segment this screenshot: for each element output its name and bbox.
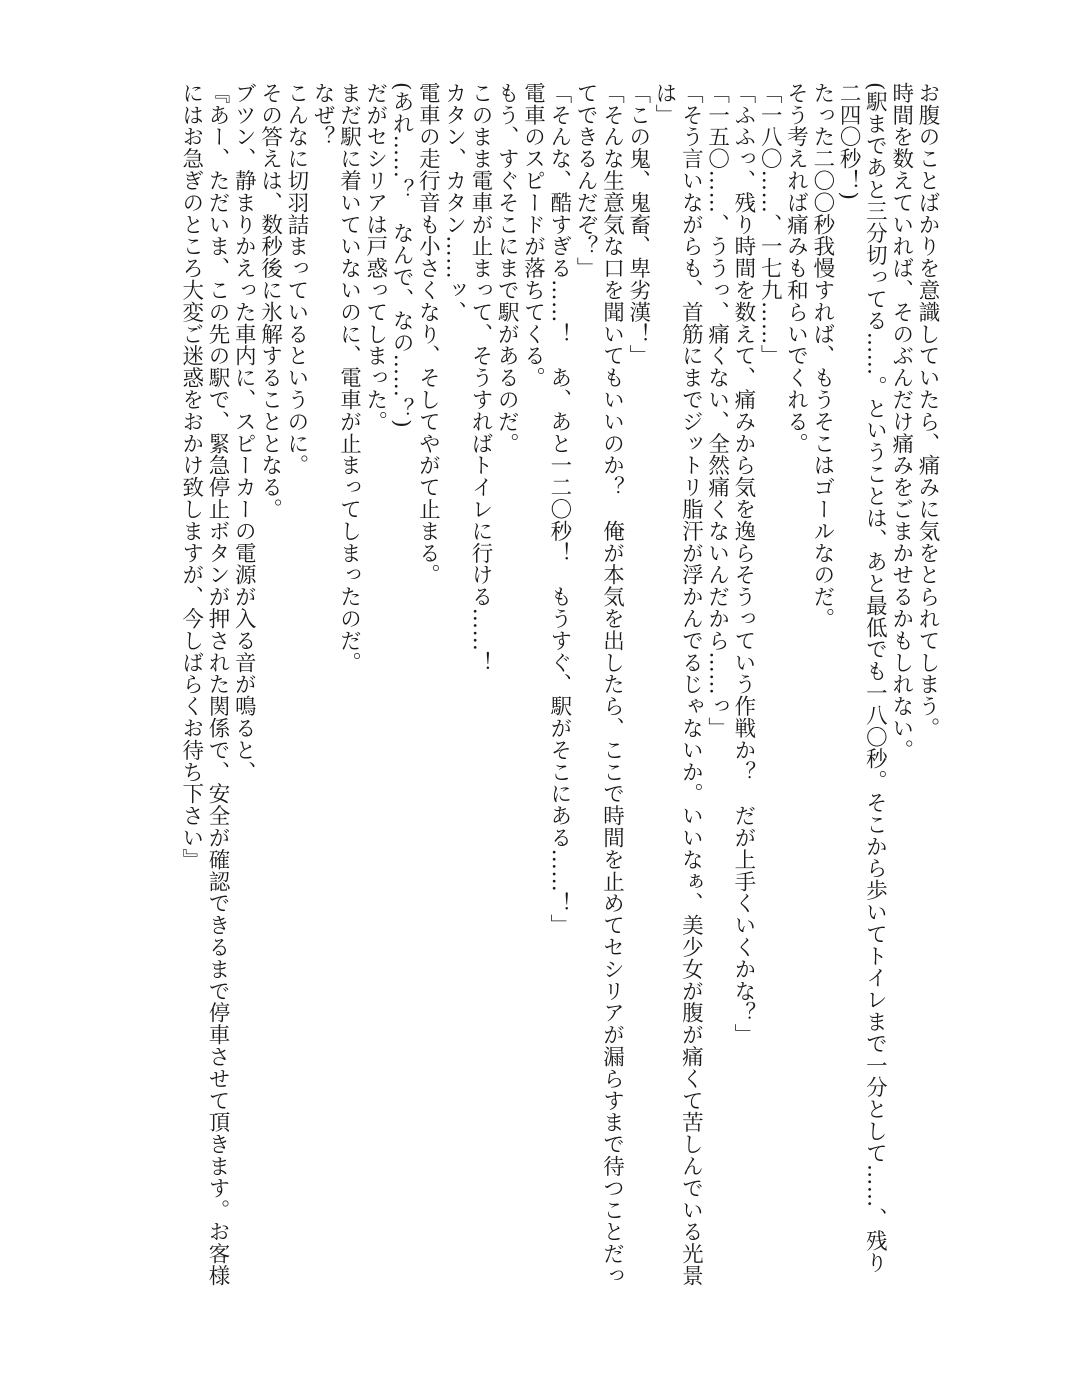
vertical-text-body: [168, 82, 940, 1322]
text-line: 「そう言いながらも、首筋にまでジットリ脂汗が浮かんでるじゃないか。いいなぁ、美少女が腹が痛くて苦しんでいる光景: [678, 82, 704, 1287]
text-line: 「ふふっ、残り時間を数えて、痛みから気を逸らそうっていう作戦か？ だが上手くいくかな？」: [730, 82, 756, 1046]
text-line: このまま電車が止まって、そうすればトイレに行ける……！: [467, 82, 493, 674]
text-line: その答えは、数秒後に氷解することとなる。: [257, 82, 283, 520]
text-line: (あれ……？ なんで、なの……？): [389, 82, 415, 429]
text-line: は」: [652, 82, 678, 126]
text-line: 電車の走行音も小さくなり、そしてやがて止まる。: [415, 82, 441, 586]
text-line: 「そんな、酷すぎる……！ あ、あと一二〇秒！ もうすぐ、駅がそこにある……！」: [546, 82, 572, 937]
text-line: 「そんな生意気な口を聞いてもいいのか？ 俺が本気を出したら、ここで時間を止めてセシリアが漏らすまで待つことだっ: [599, 82, 625, 1287]
text-line: てできるんだぞ？」: [573, 82, 599, 280]
text-line: 『あー、ただいま、この先の駅で、緊急停止ボタンが押された関係で、安全が確認できるまで停車させて頂きます。お客様: [204, 82, 230, 1287]
text-line: にはお急ぎのところ大変ご迷惑をおかけ致しますが、今しばらくお待ち下さい』: [178, 82, 204, 871]
text-line: (駅まであと三分切ってる……。ということは、あと最低でも一八〇秒。そこから歩いてトイレまで一分として……、残り: [862, 82, 888, 1274]
text-line: なぜ？: [310, 82, 336, 148]
text-line: 「この鬼、鬼畜、卑劣漢！」: [625, 82, 651, 367]
text-line: カタン、カタン……ッ、: [441, 82, 467, 323]
text-line: ブツン、静まりかえった車内に、スピーカーの電源が入る音が鳴ると、: [231, 82, 257, 783]
text-line: 「一八〇……、一七九……」: [757, 82, 783, 367]
text-line: もう、すぐそこにまで駅があるのだ。: [494, 82, 520, 455]
text-line: だがセシリアは戸惑ってしまった。: [362, 82, 388, 433]
text-line: 時間を数えていれば、そのぶんだけ痛みをごまかせるかもしれない。: [888, 82, 914, 761]
text-line: そう考えれば痛みも和らいでくれる。: [783, 82, 809, 455]
text-line: 「一五〇……、ううっ、痛くない、全然痛くないんだから……っ」: [704, 82, 730, 739]
text-line: 二四〇秒！): [836, 82, 862, 201]
text-line: お腹のことばかりを意識していたら、痛みに気をとられてしまう。: [915, 82, 940, 739]
text-line: こんなに切羽詰まっているというのに。: [283, 82, 309, 477]
text-line: まだ駅に着いていないのに、電車が止まってしまったのだ。: [336, 82, 362, 674]
text-line: 電車のスピードが落ちてくる。: [520, 82, 546, 389]
text-line: たった二〇〇秒我慢すれば、もうそこはゴールなのだ。: [809, 82, 835, 630]
